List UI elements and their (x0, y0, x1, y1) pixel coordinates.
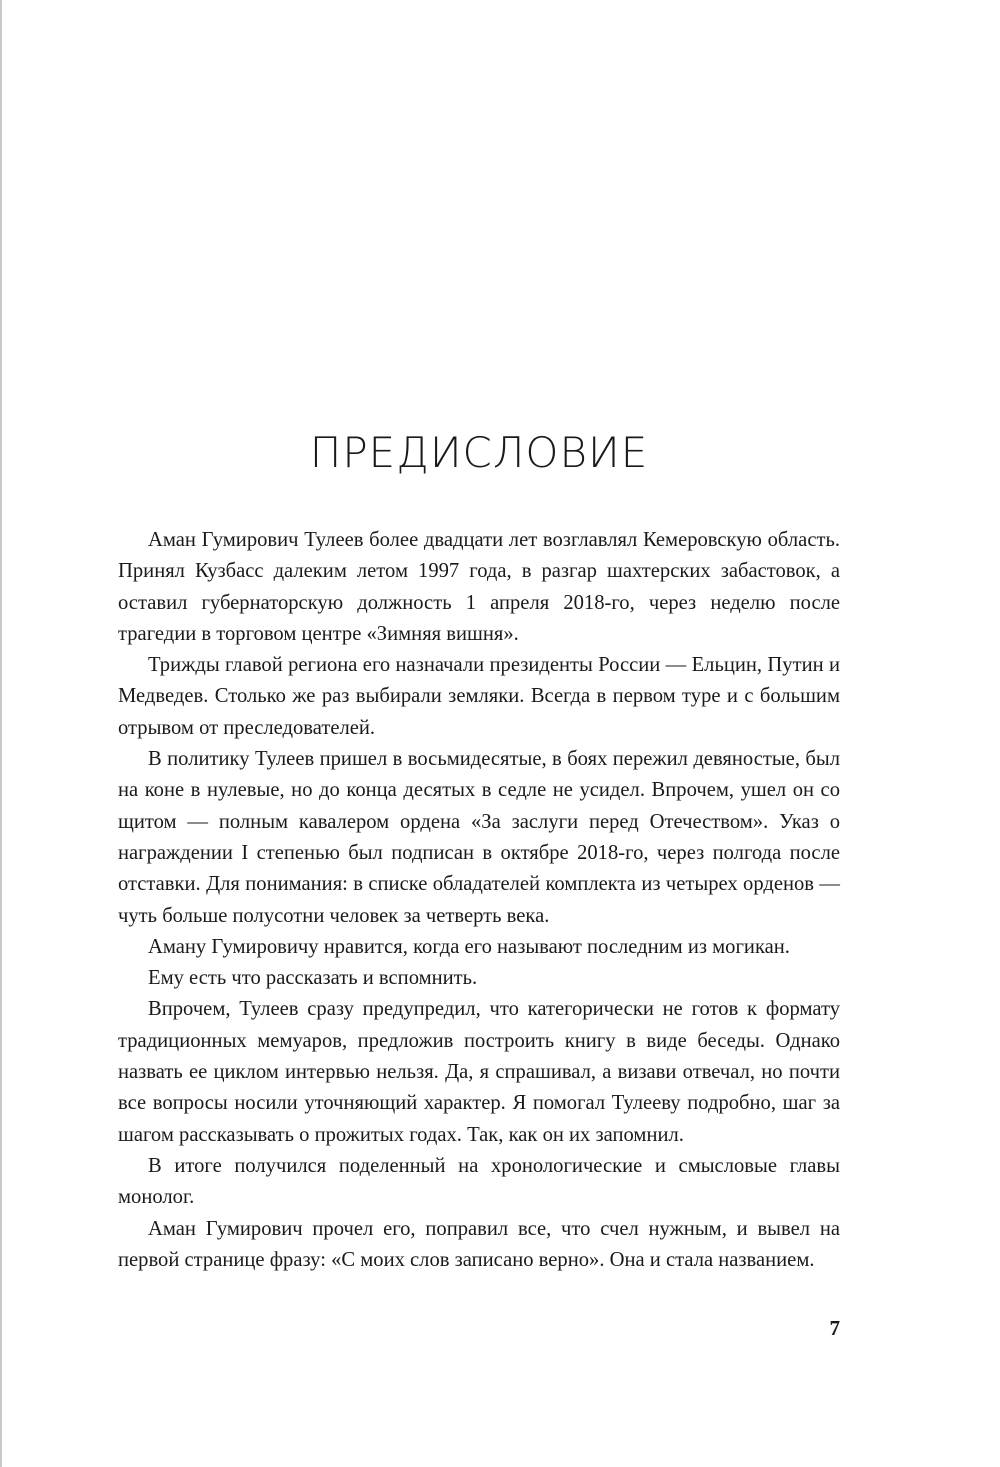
preface-body (118, 525, 840, 1276)
paragraph: В политику Тулеев пришел в восьмидесятые, в боях пережил девяностые, был на коне в нулевые, но до конца десятых в седле не усидел. Впрочем, ушел он со щитом — полным кавалером ордена «За заслуги перед Отечеством». Указ о награждении I степенью был подписан в октябре 2018-го, через полгода после отставки. Для понимания: в списке обладателей комплекта из четырех орденов — чуть больше полусотни человек за четверть века. (118, 748, 840, 927)
paragraph: В итоге получился поделенный на хронологические и смысловые главы монолог. (118, 1154, 840, 1209)
paragraph: Аману Гумировичу нравится, когда его называют последним из могикан. (148, 935, 790, 958)
chapter-title: ПРЕДИСЛОВИЕ (309, 428, 649, 477)
book-page (118, 0, 840, 1467)
paragraph: Аман Гумирович Тулеев более двадцати лет возглавлял Кемеровскую область. Принял Кузбасс далеким летом 1997 года, в разгар шахтерских забастовок, а оставил губернаторскую должность 1 апреля 2018-го, через неделю после трагедии в торговом центре «Зимняя вишня». (118, 529, 840, 645)
page-number: 7 (829, 1316, 840, 1340)
paragraph: Ему есть что рассказать и вспомнить. (148, 967, 478, 990)
page-edge (0, 0, 2, 1467)
paragraph: Аман Гумирович прочел его, поправил все, что счел нужным, и вывел на первой странице фразу: «С моих слов записано верно». Она и стала названием. (118, 1217, 840, 1271)
paragraph: Впрочем, Тулеев сразу предупредил, что категорически не готов к формату традиционных мемуаров, предложив построить книгу в виде беседы. Однако назвать ее циклом интервью нельзя. Да, я спрашивал, а визави отвечал, но почти все вопросы носили уточняющий характер. Я помогал Тулееву подробно, шаг за шагом рассказывать о прожитых годах. Так, как он их запомнил. (118, 998, 840, 1146)
paragraph: Трижды главой региона его назначали президенты России — Ельцин, Путин и Медведев. Столько же раз выбирали земляки. Всегда в первом туре и с большим отрывом от преследователей. (118, 654, 840, 739)
